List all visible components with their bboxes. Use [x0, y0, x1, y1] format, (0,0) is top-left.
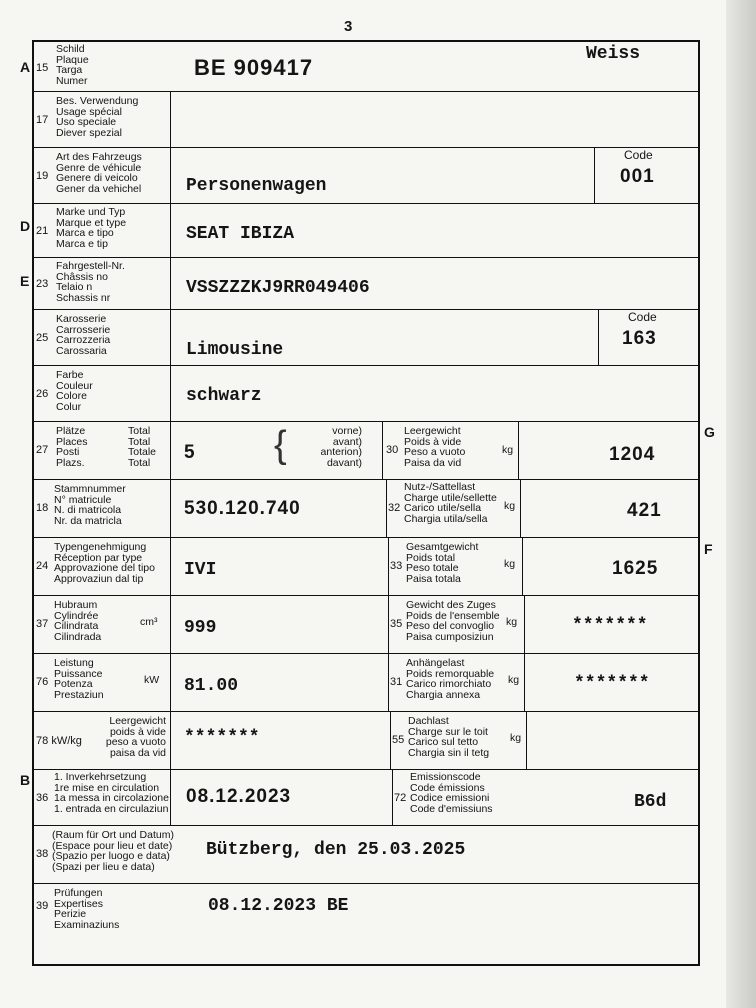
- field-label-roof-load: Dachlast Charge sur le toit Carico sul tetto Chargia sin il tetg: [408, 715, 490, 759]
- field-label-chassis: Fahrgestell-Nr. Châssis no Telaio n Schassis nr: [56, 260, 125, 304]
- unit-label: kg: [508, 674, 520, 686]
- margin-letter-d: D: [20, 218, 31, 234]
- divider: [170, 258, 171, 309]
- field-row-place-date: [34, 826, 698, 884]
- field-row-special-use: [34, 92, 698, 148]
- body-value: Limousine: [186, 340, 284, 360]
- field-label-trailer-load: Anhängelast Poids remorquable Carico rimorchiato Chargia annexa: [406, 657, 495, 701]
- field-label-make-type: Marke und Typ Marque et type Marca e tipo Marca e tip: [56, 206, 127, 250]
- field-label-special-use: Bes. Verwendung Usage spécial Uso speciale Diever spezial: [56, 95, 139, 139]
- divider: [522, 538, 523, 595]
- field-row-power-trailerload: [34, 654, 698, 712]
- field-number: 31: [390, 676, 403, 688]
- field-row-make-type: [34, 204, 698, 258]
- field-number: 76: [36, 676, 49, 688]
- field-number: 38: [36, 848, 49, 860]
- divider: [386, 480, 387, 537]
- divider: [524, 654, 525, 711]
- divider: [520, 480, 521, 537]
- divider: [170, 480, 171, 537]
- field-label-displacement: Hubraum Cylindrée Cilindrata Cilindrada: [54, 599, 102, 643]
- divider: [170, 204, 171, 257]
- field-row-inspections: [34, 884, 698, 964]
- approval-value: IVI: [184, 560, 217, 580]
- field-label-body: Karosserie Carrosserie Carrozzeria Carossaria: [56, 313, 111, 357]
- make-type-value: SEAT IBIZA: [186, 224, 295, 244]
- total-weight-value: 1625: [612, 558, 659, 579]
- page-number: 3: [344, 18, 353, 35]
- ratio-value: *******: [184, 728, 260, 748]
- field-row-seats-emptyweight: [34, 422, 698, 480]
- divider: [388, 538, 389, 595]
- unit-label: kg: [506, 616, 518, 628]
- field-label-matricule: Stammnummer N° matricule N. di matricola Nr. da matricla: [54, 483, 126, 527]
- unit-label: kW: [144, 674, 160, 686]
- margin-letter-e: E: [20, 273, 30, 289]
- payload-value: 421: [627, 500, 662, 521]
- unit-label: kg: [504, 500, 516, 512]
- field-number: 30: [386, 444, 399, 456]
- field-label-seats-front: vorne) avant) anterion) davant): [320, 425, 362, 469]
- field-number: 19: [36, 170, 49, 182]
- field-label-first-registration: 1. Inverkehrsetzung 1re mise en circulation 1a messa in circolazione 1. entrada en circulaziun: [54, 771, 169, 815]
- field-number: 32: [388, 502, 401, 514]
- color-value: schwarz: [186, 386, 262, 406]
- field-number: 18: [36, 502, 49, 514]
- field-label-place-date: (Raum für Ort und Datum) (Espace pour lieu et date) (Spazio per luogo e data) (Spazi per lieu e data): [52, 829, 174, 873]
- field-number: 78 kW/kg: [36, 735, 82, 747]
- place-date-value: Bützberg, den 25.03.2025: [206, 840, 466, 860]
- displacement-value: 999: [184, 618, 217, 638]
- field-row-matricule-payload: [34, 480, 698, 538]
- field-row-color: [34, 366, 698, 422]
- field-label-seats-total: Total Total Totale Total: [128, 425, 157, 469]
- vehicle-kind-value: Personenwagen: [186, 176, 327, 196]
- field-row-first-registration-emission: [34, 770, 698, 826]
- field-label-approval: Typengenehmigung Réception par type Approvazione del tipo Approvaziun dal tip: [54, 541, 155, 585]
- field-number: 27: [36, 444, 49, 456]
- registration-form: [32, 40, 700, 966]
- field-row-plate: [34, 42, 698, 92]
- field-number: 21: [36, 225, 49, 237]
- divider: [170, 148, 171, 203]
- field-number: 35: [390, 618, 403, 630]
- empty-weight-value: 1204: [609, 444, 656, 465]
- field-label-plate: Schild Plaque Targa Numer: [56, 43, 89, 87]
- divider: [598, 310, 599, 365]
- field-label-ratio: Leergewicht poids à vide peso a vuoto paisa da vid: [105, 715, 166, 759]
- field-number: 24: [36, 560, 49, 572]
- field-number: 25: [36, 332, 49, 344]
- code-label: Code: [628, 310, 657, 324]
- plate-color-value: Weiss: [586, 44, 641, 64]
- unit-label: kg: [510, 732, 522, 744]
- field-label-seats: Plätze Places Posti Plazs.: [56, 425, 88, 469]
- divider: [526, 712, 527, 769]
- field-label-train-weight: Gewicht des Zuges Poids de l'ensemble Peso del convoglio Paisa cumposiziun: [406, 599, 500, 643]
- unit-label: kg: [504, 558, 516, 570]
- field-number: 55: [392, 734, 405, 746]
- body-code: 163: [622, 328, 657, 349]
- field-row-body: [34, 310, 698, 366]
- field-row-displacement-trainweight: [34, 596, 698, 654]
- divider: [594, 148, 595, 203]
- divider: [524, 596, 525, 653]
- field-row-vehicle-kind: [34, 148, 698, 204]
- field-number: 26: [36, 388, 49, 400]
- page-edge-shadow: [726, 0, 756, 1008]
- train-weight-value: *******: [572, 616, 648, 636]
- divider: [170, 712, 171, 769]
- field-label-power: Leistung Puissance Potenza Prestaziun: [54, 657, 104, 701]
- divider: [170, 92, 171, 147]
- divider: [170, 654, 171, 711]
- field-label-inspections: Prüfungen Expertises Perizie Examinaziuns: [54, 887, 120, 931]
- field-label-color: Farbe Couleur Colore Colur: [56, 369, 93, 413]
- field-number: 23: [36, 278, 49, 290]
- field-row-ratio-roofload: [34, 712, 698, 770]
- field-number: 39: [36, 900, 49, 912]
- power-value: 81.00: [184, 676, 239, 696]
- matricule-value: 530.120.740: [184, 498, 301, 519]
- divider: [170, 366, 171, 421]
- unit-label: cm³: [140, 616, 158, 628]
- field-number: 17: [36, 114, 49, 126]
- field-label-total-weight: Gesamtgewicht Poids total Peso totale Paisa totala: [406, 541, 479, 585]
- plate-value: BE 909417: [194, 55, 314, 80]
- trailer-load-value: *******: [574, 674, 650, 694]
- field-label-empty-weight: Leergewicht Poids à vide Peso a vuoto Paisa da vid: [404, 425, 466, 469]
- divider: [170, 310, 171, 365]
- field-number: 37: [36, 618, 49, 630]
- field-number: 72: [394, 792, 407, 804]
- field-number: 33: [390, 560, 403, 572]
- divider: [170, 422, 171, 479]
- unit-label: kg: [502, 444, 514, 456]
- field-label-payload: Nutz-/Sattellast Charge utile/sellette Carico utile/sella Chargia utila/sella: [404, 481, 497, 525]
- field-label-emission-code: Emissionscode Code émissions Codice emissioni Code d'emissiuns: [410, 771, 493, 815]
- divider: [518, 422, 519, 479]
- field-number: 36: [36, 792, 49, 804]
- field-label-vehicle-kind: Art des Fahrzeugs Genre de véhicule Genere di veicolo Gener da vehichel: [56, 151, 142, 195]
- code-label: Code: [624, 148, 653, 162]
- divider: [170, 770, 171, 825]
- emission-code-value: B6d: [634, 792, 667, 812]
- brace: {: [274, 424, 287, 466]
- margin-letter-f: F: [704, 541, 713, 557]
- inspections-value: 08.12.2023 BE: [208, 896, 349, 916]
- divider: [170, 596, 171, 653]
- margin-letter-g: G: [704, 424, 715, 440]
- field-row-chassis: [34, 258, 698, 310]
- first-registration-value: 08.12.2023: [186, 786, 292, 807]
- field-number: 15: [36, 62, 49, 74]
- seats-value: 5: [184, 442, 196, 463]
- divider: [390, 712, 391, 769]
- divider: [388, 654, 389, 711]
- margin-letter-a: A: [20, 59, 31, 75]
- vehicle-kind-code: 001: [620, 166, 655, 187]
- divider: [392, 770, 393, 825]
- margin-letter-b: B: [20, 772, 31, 788]
- divider: [388, 596, 389, 653]
- divider: [382, 422, 383, 479]
- divider: [170, 538, 171, 595]
- chassis-value: VSSZZZKJ9RR049406: [186, 278, 370, 298]
- field-row-approval-totalweight: [34, 538, 698, 596]
